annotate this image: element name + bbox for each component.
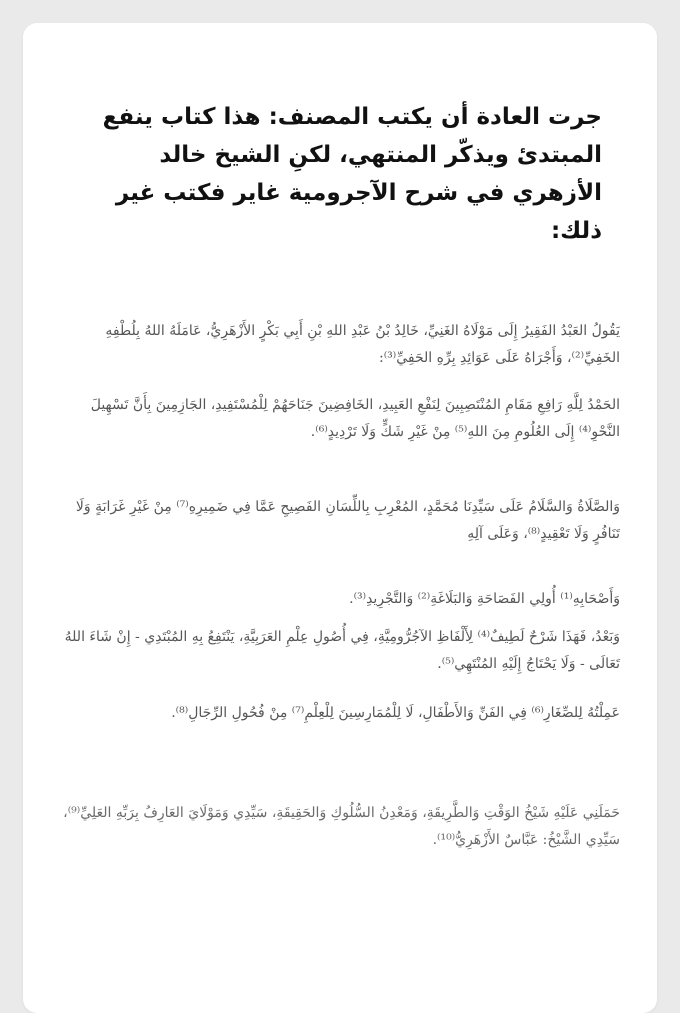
book-paragraph-hamd: الحَمْدُ لِلَّهِ رَافِعِ مَقَامِ المُنْتَصِبِينَ لِنَفْعِ العَبِيدِ، الخَافِضِينَ جَنَاحَهُمْ لِلْمُسْتَفِيدِ، الجَازِمِينَ بِأَنَّ تَسْهِيلَ النَّحْوِ⁽⁴⁾ إِلَى العُلُومِ مِنَ اللهِ⁽⁵⁾ مِنْ غَيْرِ شَكٍّ وَلَا تَرْدِيدٍ⁽⁶⁾. xyxy=(90,397,620,440)
book-paragraph-audience: عَمِلْتُهُ لِلصِّغَارِ⁽⁶⁾ فِي الفَنِّ وَالأَطْفَالِ، لَا لِلْمُمَارِسِينَ لِلْعِلْمِ⁽⁷⁾ مِنْ فُحُولِ الرِّجَالِ⁽⁸⁾. xyxy=(171,705,620,721)
post-headline: جرت العادة أن يكتب المصنف: هذا كتاب ينفع المبتدئ ويذكّر المنتهي، لكنِ الشيخ خالد الأزهري في شرح الآجرومية غاير فكتب غير ذلك: xyxy=(102,104,602,244)
book-paragraph-opening: يَقُولُ العَبْدُ الفَقِيرُ إِلَى مَوْلَاهُ الغَنِيِّ، خَالِدُ بْنُ عَبْدِ اللهِ بْنِ أَبِي بَكْرٍ الأَزْهَرِيُّ، عَامَلَهُ اللهُ بِلُطْفِهِ الخَفِيِّ⁽²⁾، وَأَجْرَاهُ عَلَى عَوَائِدِ بِرِّهِ الحَفِيِّ⁽³⁾: xyxy=(105,323,620,366)
book-paragraph-companions: وَأَصْحَابِهِ⁽¹⁾ أُولِي الفَصَاحَةِ وَالبَلَاغَةِ⁽²⁾ وَالتَّجْرِيدِ⁽³⁾. xyxy=(349,591,620,607)
book-paragraph-purpose: وَبَعْدُ، فَهَذَا شَرْحٌ لَطِيفٌ⁽⁴⁾ لِأَلْفَاظِ الآجُرُّومِيَّةِ، فِي أُصُولِ عِلْمِ العَرَبِيَّةِ، يَنْتَفِعُ بِهِ المُبْتَدِي - إِنْ شَاءَ اللهُ تَعَالَى - وَلَا يَحْتَاجُ إِلَيْهِ المُنْتَهِي⁽⁵⁾. xyxy=(64,629,620,672)
book-paragraph-sheikh: حَمَلَنِي عَلَيْهِ شَيْخُ الوَقْتِ وَالطَّرِيقَةِ، وَمَعْدِنُ السُّلُوكِ وَالحَقِيقَةِ، سَيِّدِي وَمَوْلَايَ العَارِفُ بِرَبِّهِ العَلِيِّ⁽⁹⁾، سَيِّدِي الشَّيْخُ: عَبَّاسٌ الأَزْهَرِيُّ⁽¹⁰⁾. xyxy=(63,805,620,848)
book-paragraph-salat: وَالصَّلَاةُ وَالسَّلَامُ عَلَى سَيِّدِنَا مُحَمَّدٍ، المُعْرِبِ بِاللِّسَانِ الفَصِيحِ عَمَّا فِي ضَمِيرِهِ⁽⁷⁾ مِنْ غَيْرِ غَرَابَةٍ وَلَا تَنَافُرٍ وَلَا تَعْقِيدٍ⁽⁸⁾، وَعَلَى آلِهِ xyxy=(75,499,620,542)
